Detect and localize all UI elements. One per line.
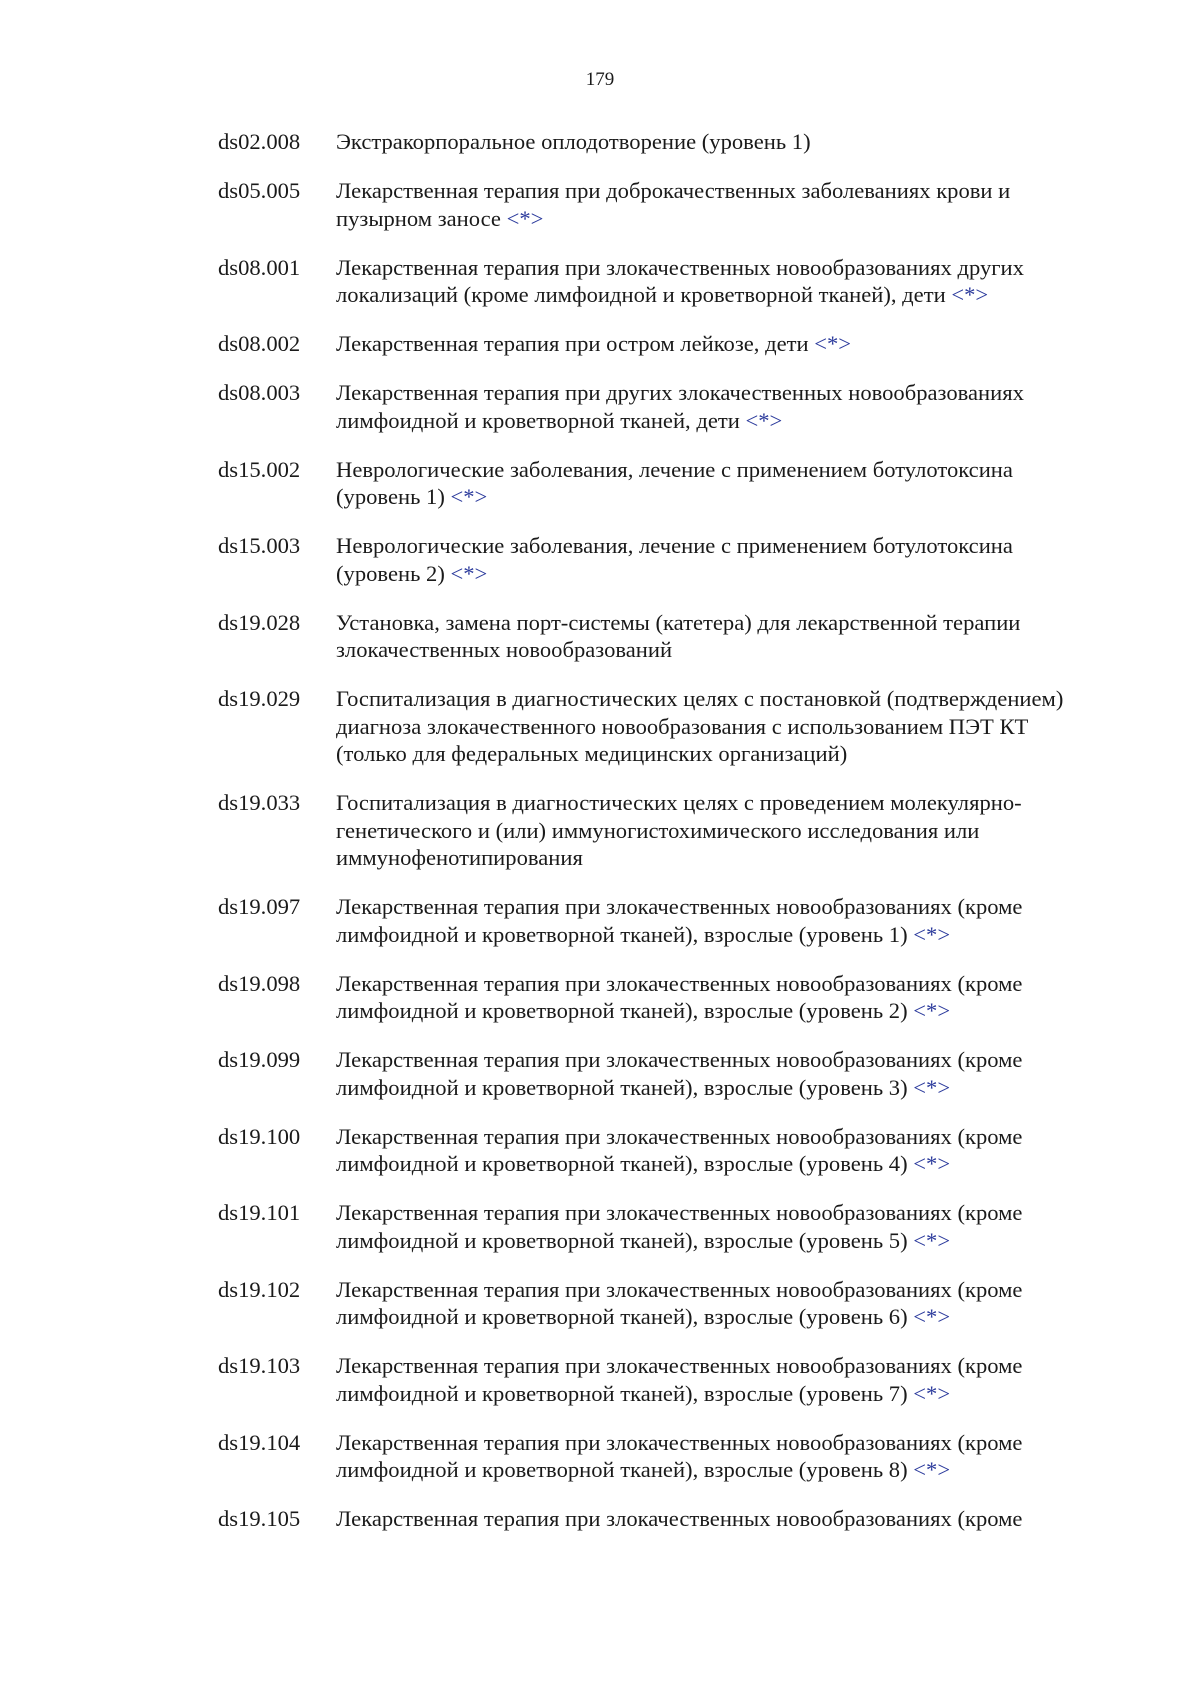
entry-code: ds19.103 bbox=[218, 1353, 301, 1378]
footnote-link[interactable]: <*> bbox=[745, 407, 783, 433]
entry-description-text: Лекарственная терапия при злокачественных новообразованиях (кроме лимфоидной и кроветворной тканей), взрослые (уровень 1) bbox=[336, 894, 1023, 947]
entry-list bbox=[218, 128, 1098, 1554]
list-item bbox=[218, 1352, 1098, 1407]
list-item bbox=[218, 1123, 1098, 1178]
entry-description-text: Лекарственная терапия при злокачественных новообразованиях (кроме bbox=[336, 1506, 1023, 1531]
entry-description-text: Экстракорпоральное оплодотворение (уровень 1) bbox=[336, 129, 811, 154]
entry-description bbox=[336, 609, 1098, 664]
entry-description-text: Лекарственная терапия при злокачественных новообразованиях (кроме лимфоидной и кроветворной тканей), взрослые (уровень 4) bbox=[336, 1123, 1023, 1176]
entry-description bbox=[336, 379, 1098, 434]
entry-code: ds08.002 bbox=[218, 331, 301, 356]
entry-description bbox=[336, 685, 1098, 768]
entry-description-text: Госпитализация в диагностических целях с проведением молекулярно-генетического и (или) иммуногистохимического исследования или иммунофенотипирования bbox=[336, 790, 1022, 870]
entry-code: ds02.008 bbox=[218, 129, 301, 154]
entry-code: ds08.001 bbox=[218, 254, 301, 280]
footnote-link[interactable]: <*> bbox=[913, 1227, 951, 1253]
entry-description bbox=[336, 532, 1098, 587]
entry-description-text: Лекарственная терапия при злокачественных новообразованиях (кроме лимфоидной и кроветворной тканей), взрослые (уровень 6) bbox=[336, 1276, 1023, 1329]
entry-description bbox=[336, 456, 1098, 511]
entry-description-text: Лекарственная терапия при злокачественных новообразованиях (кроме лимфоидной и кроветворной тканей), взрослые (уровень 3) bbox=[336, 1047, 1023, 1100]
entry-description-text: Госпитализация в диагностических целях с постановкой (подтверждением) диагноза злокачественного новообразования с использованием ПЭТ КТ (только для федеральных медицинских организаций) bbox=[336, 686, 1064, 766]
entry-code: ds19.102 bbox=[218, 1276, 301, 1302]
entry-code: ds19.104 bbox=[218, 1429, 301, 1455]
entry-description bbox=[336, 970, 1098, 1025]
entry-description bbox=[336, 1199, 1098, 1254]
entry-code: ds15.003 bbox=[218, 533, 301, 558]
entry-description bbox=[336, 1505, 1098, 1533]
entry-code: ds19.105 bbox=[218, 1506, 301, 1531]
entry-code: ds19.098 bbox=[218, 970, 301, 996]
entry-description-text: Лекарственная терапия при злокачественных новообразованиях (кроме лимфоидной и кроветворной тканей), взрослые (уровень 8) bbox=[336, 1429, 1023, 1482]
list-item bbox=[218, 609, 1098, 664]
footnote-link[interactable]: <*> bbox=[951, 282, 989, 307]
entry-description-text: Лекарственная терапия при остром лейкозе, дети bbox=[336, 331, 815, 356]
footnote-link[interactable]: <*> bbox=[913, 921, 951, 947]
footnote-link[interactable]: <*> bbox=[450, 560, 488, 586]
list-item bbox=[218, 970, 1098, 1025]
list-item bbox=[218, 685, 1098, 768]
entry-code: ds19.029 bbox=[218, 686, 301, 711]
entry-description-text: Лекарственная терапия при злокачественных новообразованиях (кроме лимфоидной и кроветворной тканей), взрослые (уровень 7) bbox=[336, 1353, 1023, 1406]
page-number: 179 bbox=[585, 69, 615, 90]
entry-description-text: Неврологические заболевания, лечение с применением ботулотоксина (уровень 2) bbox=[336, 533, 1013, 586]
footnote-link[interactable]: <*> bbox=[913, 1380, 951, 1406]
footnote-link[interactable]: <*> bbox=[506, 205, 544, 231]
entry-description bbox=[336, 1046, 1098, 1101]
list-item bbox=[218, 379, 1098, 434]
entry-description bbox=[336, 254, 1098, 309]
footnote-link[interactable]: <*> bbox=[913, 1074, 951, 1100]
footnote-link[interactable]: <*> bbox=[913, 1457, 951, 1482]
list-item bbox=[218, 254, 1098, 309]
list-item bbox=[218, 1199, 1098, 1254]
list-item bbox=[218, 893, 1098, 948]
list-item bbox=[218, 789, 1098, 872]
entry-code: ds08.003 bbox=[218, 380, 301, 405]
entry-code: ds19.097 bbox=[218, 894, 301, 919]
list-item bbox=[218, 456, 1098, 511]
list-item bbox=[218, 128, 1098, 156]
entry-description bbox=[336, 789, 1098, 872]
footnote-link[interactable]: <*> bbox=[913, 1304, 951, 1329]
list-item bbox=[218, 1276, 1098, 1331]
entry-description bbox=[336, 128, 1098, 156]
entry-description-text: Неврологические заболевания, лечение с применением ботулотоксина (уровень 1) bbox=[336, 456, 1013, 509]
entry-description bbox=[336, 1123, 1098, 1178]
footnote-link[interactable]: <*> bbox=[814, 331, 851, 356]
entry-description-text: Лекарственная терапия при доброкачественных заболеваниях крови и пузырном заносе bbox=[336, 178, 1011, 231]
entry-description-text: Лекарственная терапия при других злокачественных новообразованиях лимфоидной и кроветворной тканей, дети bbox=[336, 380, 1024, 433]
footnote-link[interactable]: <*> bbox=[450, 484, 488, 509]
list-item bbox=[218, 532, 1098, 587]
list-item bbox=[218, 330, 1098, 358]
entry-code: ds19.100 bbox=[218, 1123, 301, 1149]
list-item bbox=[218, 1429, 1098, 1484]
footnote-link[interactable]: <*> bbox=[913, 1151, 951, 1176]
footnote-link[interactable]: <*> bbox=[913, 998, 951, 1023]
entry-code: ds19.101 bbox=[218, 1200, 301, 1225]
entry-code: ds19.033 bbox=[218, 790, 301, 815]
list-item bbox=[218, 177, 1098, 232]
entry-description-text: Установка, замена порт-системы (катетера) для лекарственной терапии злокачественных новообразований bbox=[336, 609, 1021, 662]
entry-description-text: Лекарственная терапия при злокачественных новообразованиях других локализаций (кроме лимфоидной и кроветворной тканей), дети bbox=[336, 254, 1024, 307]
entry-description bbox=[336, 330, 1098, 358]
entry-description bbox=[336, 177, 1098, 232]
entry-code: ds15.002 bbox=[218, 456, 301, 482]
entry-description bbox=[336, 1352, 1098, 1407]
entry-description-text: Лекарственная терапия при злокачественных новообразованиях (кроме лимфоидной и кроветворной тканей), взрослые (уровень 2) bbox=[336, 970, 1023, 1023]
entry-code: ds05.005 bbox=[218, 178, 301, 203]
entry-description bbox=[336, 1276, 1098, 1331]
list-item bbox=[218, 1505, 1098, 1533]
list-item bbox=[218, 1046, 1098, 1101]
entry-description bbox=[336, 1429, 1098, 1484]
entry-description bbox=[336, 893, 1098, 948]
entry-description-text: Лекарственная терапия при злокачественных новообразованиях (кроме лимфоидной и кроветворной тканей), взрослые (уровень 5) bbox=[336, 1200, 1023, 1253]
entry-code: ds19.028 bbox=[218, 609, 301, 635]
entry-code: ds19.099 bbox=[218, 1047, 301, 1072]
